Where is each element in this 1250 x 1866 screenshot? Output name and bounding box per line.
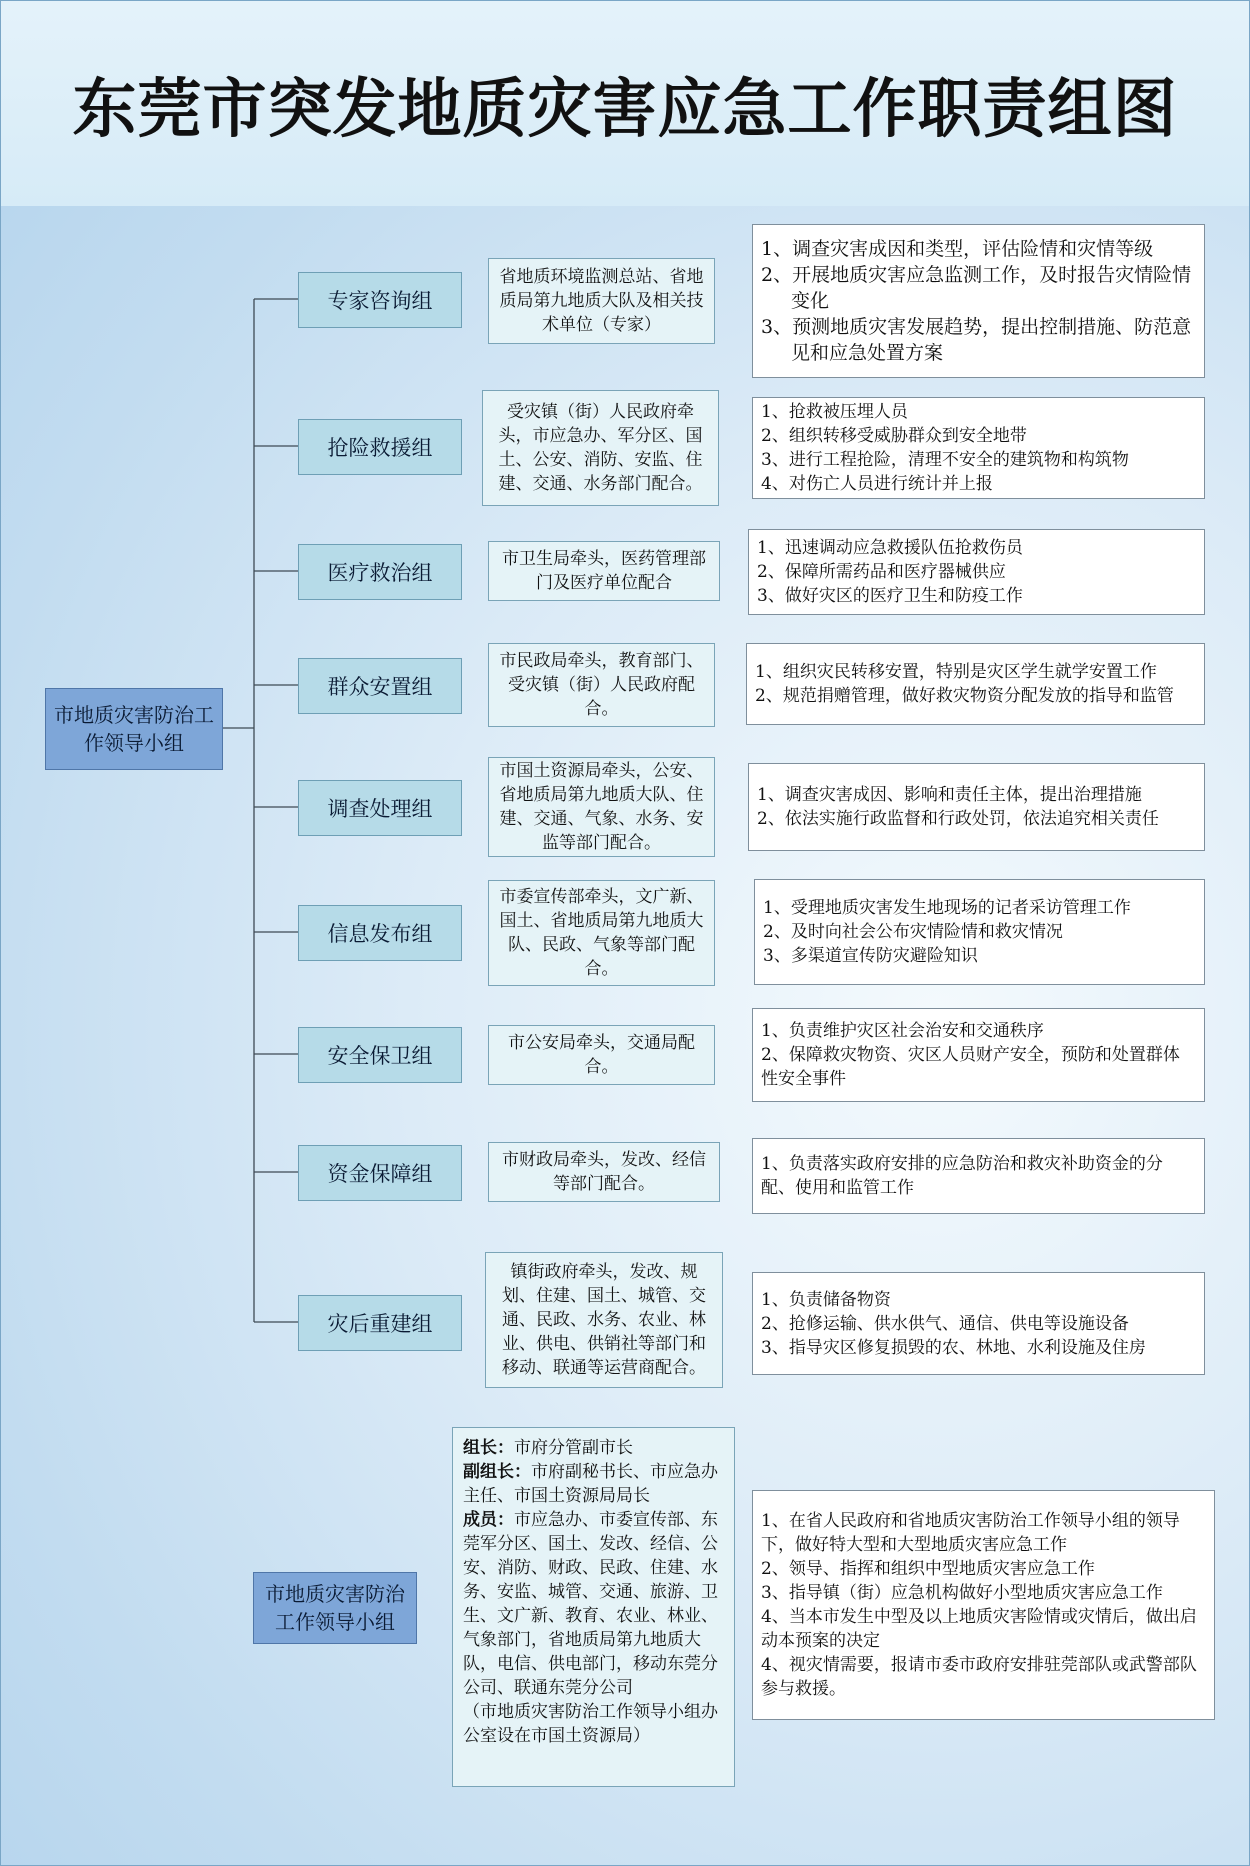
duty-item: 1、在省人民政府和省地质灾害防治工作领导小组的领导下，做好特大型和大型地质灾害应急工作: [761, 1511, 1180, 1555]
duty-box-1: [752, 224, 1205, 378]
duty-item: 3、预测地质灾害发展趋势，提出控制措施、防范意见和应急处置方案: [761, 316, 1192, 364]
duty-item: 1、迅速调动应急救援队伍抢救伤员: [757, 538, 1023, 558]
group-name: 医疗救治组: [327, 561, 433, 585]
unit-box-6: [488, 880, 715, 986]
leader-label: 市地质灾害防治工作领导小组: [54, 703, 214, 755]
group-name: 专家咨询组: [327, 289, 433, 313]
unit-text: 市卫生局牵头，医药管理部门及医疗单位配合: [502, 549, 706, 593]
duty-item: 4、视灾情需要，报请市委市政府安排驻莞部队或武警部队参与救援。: [761, 1655, 1197, 1699]
unit-text: 受灾镇（街）人民政府牵头，市应急办、军分区、国土、公安、消防、安监、住建、交通、水务部门配合。: [498, 402, 703, 494]
duty-box-6: [754, 879, 1205, 985]
duty-item: 1、抢救被压埋人员: [761, 402, 908, 422]
duty-item: 1、负责储备物资: [761, 1289, 891, 1310]
head-value: 市府分管副市长: [514, 1438, 633, 1458]
duty-item: 2、抢修运输、供水供气、通信、供电等设施设备: [761, 1313, 1129, 1334]
unit-box-2: [482, 390, 719, 506]
deputy-label: 副组长：: [463, 1462, 531, 1482]
group-name: 信息发布组: [327, 922, 433, 946]
group-name: 群众安置组: [327, 675, 433, 699]
duty-item: 3、指导灾区修复损毁的农、林地、水利设施及住房: [761, 1337, 1146, 1358]
unit-text: 镇街政府牵头，发改、规划、住建、国土、城管、交通、民政、水务、农业、林业、供电、供销社等部门和移动、联通等运营商配合。: [502, 1262, 706, 1378]
group-box-8: [298, 1145, 462, 1201]
unit-box-1: [488, 258, 715, 344]
leader-box: [45, 688, 223, 770]
duty-box-3: [748, 529, 1205, 615]
duty-item: 1、组织灾民转移安置，特别是灾区学生就学安置工作: [755, 662, 1157, 682]
members-office-note: （市地质灾害防治工作领导小组办公室设在市国土资源局）: [463, 1702, 718, 1746]
unit-text: 省地质环境监测总站、省地质局第九地质大队及相关技术单位（专家）: [499, 267, 704, 335]
unit-box-8: [488, 1142, 720, 1202]
duty-item: 4、对伤亡人员进行统计并上报: [761, 474, 993, 494]
group-box-6: [298, 905, 462, 961]
members-list-row: [463, 1508, 724, 1700]
duty-item: 1、受理地质灾害发生地现场的记者采访管理工作: [763, 898, 1131, 918]
group-box-4: [298, 658, 462, 714]
duty-item: 1、调查灾害成因和类型，评估险情和灾情等级: [761, 238, 1154, 260]
duty-item: 4、当本市发生中型及以上地质灾害险情或灾情后，做出启动本预案的决定: [761, 1607, 1197, 1651]
unit-text: 市民政局牵头，教育部门、受灾镇（街）人民政府配合。: [499, 651, 704, 719]
duty-item: 2、规范捐赠管理，做好救灾物资分配发放的指导和监管: [755, 686, 1174, 706]
deputy-value: 市府副秘书长、市应急办主任、市国土资源局局长: [463, 1462, 718, 1506]
duty-item: 3、指导镇（街）应急机构做好小型地质灾害应急工作: [761, 1583, 1163, 1603]
unit-box-7: [488, 1025, 715, 1085]
members-box: [452, 1427, 735, 1787]
duty-item: 1、负责落实政府安排的应急防治和救灾补助资金的分配、使用和监管工作: [761, 1154, 1163, 1198]
duty-box-4: [746, 643, 1205, 725]
duty-box-9: [752, 1272, 1205, 1375]
duty-item: 3、进行工程抢险，清理不安全的建筑物和构筑物: [761, 450, 1129, 470]
group-name: 调查处理组: [327, 797, 433, 821]
unit-box-5: [488, 757, 715, 857]
duty-item: 2、开展地质灾害应急监测工作，及时报告灾情险情变化: [761, 264, 1192, 312]
bottom-leader-label: 市地质灾害防治工作领导小组: [265, 1582, 405, 1634]
duty-item: 2、依法实施行政监督和行政处罚，依法追究相关责任: [757, 809, 1159, 829]
group-box-7: [298, 1027, 462, 1083]
group-name: 安全保卫组: [327, 1044, 433, 1068]
group-box-5: [298, 780, 462, 836]
duty-box-5: [748, 763, 1205, 851]
duty-item: 2、保障救灾物资、灾区人员财产安全，预防和处置群体性安全事件: [761, 1045, 1180, 1089]
member-label: 成员：: [463, 1510, 514, 1530]
group-box-3: [298, 544, 462, 600]
group-box-9: [298, 1295, 462, 1351]
group-name: 资金保障组: [327, 1162, 433, 1186]
duty-item: 2、领导、指挥和组织中型地质灾害应急工作: [761, 1559, 1095, 1579]
group-box-2: [298, 419, 462, 475]
unit-text: 市国土资源局牵头，公安、省地质局第九地质大队、住建、交通、气象、水务、安监等部门配合。: [499, 761, 704, 853]
group-box-1: [298, 272, 462, 328]
duty-box-8: [752, 1138, 1205, 1214]
unit-text: 市委宣传部牵头，文广新、国土、省地质局第九地质大队、民政、气象等部门配合。: [499, 887, 704, 979]
members-deputy-row: [463, 1460, 724, 1508]
member-value: 市应急办、市委宣传部、东莞军分区、国土、发改、经信、公安、消防、财政、民政、住建、水务、安监、城管、交通、旅游、卫生、文广新、教育、农业、林业、气象部门，省地质局第九地质大队，电信、供电部门，移动东莞分公司、联通东莞分公司: [463, 1510, 718, 1698]
page-title: 东莞市突发地质灾害应急工作职责组图: [72, 73, 1178, 147]
duty-item: 2、及时向社会公布灾情险情和救灾情况: [763, 922, 1063, 942]
duty-box-2: [752, 397, 1205, 499]
unit-box-4: [488, 643, 715, 727]
head-label: 组长：: [463, 1438, 514, 1458]
duty-item: 1、负责维护灾区社会治安和交通秩序: [761, 1021, 1044, 1041]
bottom-leader-box: [253, 1572, 417, 1644]
duty-item: 1、调查灾害成因、影响和责任主体，提出治理措施: [757, 785, 1142, 805]
unit-box-9: [485, 1252, 723, 1388]
duty-item: 3、多渠道宣传防灾避险知识: [763, 946, 978, 966]
members-head-row: [463, 1436, 724, 1460]
duty-item: 3、做好灾区的医疗卫生和防疫工作: [757, 586, 1023, 606]
group-name: 灾后重建组: [327, 1312, 433, 1336]
unit-text: 市公安局牵头，交通局配合。: [508, 1033, 695, 1077]
duty-item: 2、保障所需药品和医疗器械供应: [757, 562, 1006, 582]
duty-box-7: [752, 1008, 1205, 1102]
unit-box-3: [488, 541, 720, 601]
duty-item: 2、组织转移受威胁群众到安全地带: [761, 426, 1027, 446]
group-name: 抢险救援组: [327, 436, 433, 460]
unit-text: 市财政局牵头，发改、经信等部门配合。: [502, 1150, 706, 1194]
bottom-duty-box: [752, 1490, 1215, 1720]
